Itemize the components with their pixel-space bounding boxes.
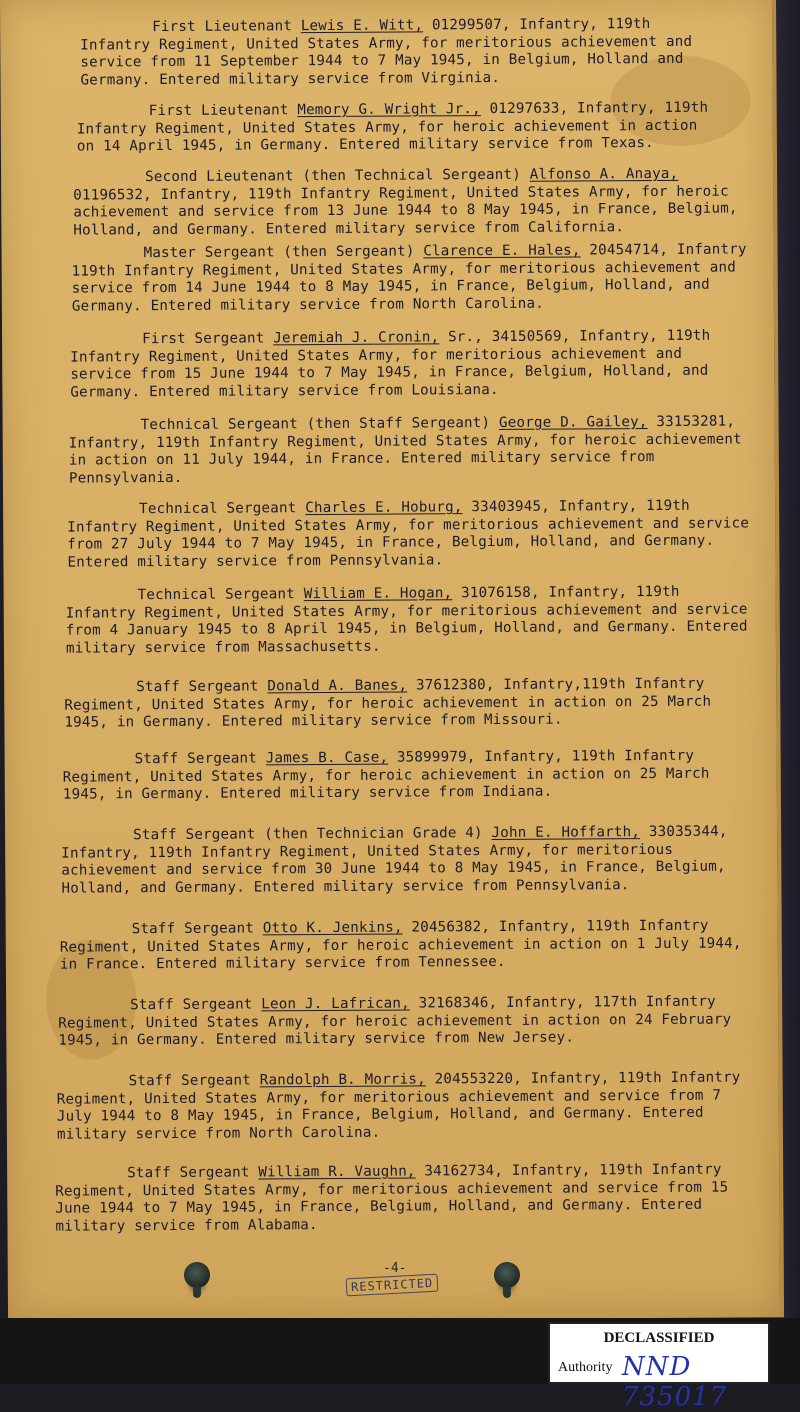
citation-name: Memory G. Wright Jr.,: [297, 101, 481, 119]
citation-name: Randolph B. Morris,: [259, 1071, 426, 1089]
citation-text: 33403945, Infantry, 119th Infantry Regiment, United States Army, for meritorious achievement and service from 27 July 1944 to 7 May 1945, in France, Belgium, Holland, and Germany. Entered military service from Pennsylvania.: [67, 497, 750, 571]
citation-rank: Technical Sergeant: [139, 500, 297, 518]
citation-rank: Staff Sergeant: [136, 678, 259, 696]
citation-paragraph: [77, 100, 717, 156]
citation-text: 01299507, Infantry, 119th Infantry Regiment, United States Army, for meritorious achievement and service from 11 September 1944 to 7 May 1945, in Belgium, Holland and Germany. Entered military service from Virginia.: [80, 16, 693, 89]
citation-rank: Technical Sergeant: [137, 586, 296, 604]
authority-value: NND 735017: [622, 1352, 728, 1412]
restricted-stamp: RESTRICTED: [346, 1274, 439, 1297]
citation-rank: First Sergeant: [142, 330, 265, 348]
citation-name: Lewis E. Witt,: [300, 17, 424, 35]
citation-text: 01297633, Infantry, 119th Infantry Regiment, United States Army, for heroic achievement in action on 14 April 1945, in Germany. Entered military service from Texas.: [76, 99, 709, 155]
citation-rank: Staff Sergeant: [128, 1072, 252, 1090]
citation-text: 01196532, Infantry, 119th Infantry Regiment, United States Army, for heroic achievement and service from 13 June 1944 to 8 May 1945, in France, Belgium, Holland, and Germany. Entered military service from California.: [73, 183, 738, 239]
citation-name: Leon J. Lafrican,: [261, 995, 410, 1013]
citation-name: Donald A. Banes,: [267, 677, 408, 695]
citation-paragraph: [63, 747, 753, 804]
citation-name: Otto K. Jenkins,: [262, 919, 403, 937]
citation-text: 32168346, Infantry, 117th Infantry Regiment, United States Army, for heroic achievement in action on 24 February 1945, in Germany. Entered military service from New Jersey.: [58, 993, 732, 1049]
citation-paragraph: [73, 165, 753, 239]
citation-rank: Staff Sergeant: [134, 750, 258, 768]
citation-paragraph: [60, 917, 760, 974]
citation-name: Clarence E. Hales,: [423, 242, 581, 260]
citation-name: George D. Gailey,: [498, 414, 648, 431]
citation-rank: Second Lieutenant (then Technical Sergeant): [145, 166, 522, 186]
citation-rank: First Lieutenant: [152, 18, 293, 36]
citation-rank: Master Sergeant (then Sergeant): [143, 243, 415, 262]
citation-paragraph: [61, 823, 761, 897]
declassified-stamp: [548, 1322, 770, 1412]
citation-name: William E. Hogan,: [303, 585, 453, 603]
citation-paragraph: [80, 16, 720, 90]
citation-name: Alfonso A. Anaya,: [529, 165, 679, 183]
authority-label: Authority: [558, 1360, 613, 1375]
citation-paragraph: [58, 993, 758, 1050]
citation-paragraph: [64, 675, 754, 732]
citation-text: 35899979, Infantry, 119th Infantry Regiment, United States Army, for heroic achievement in action on 25 March 1945, in Germany. Entered military service from Indiana.: [62, 747, 710, 803]
citation-rank: Staff Sergeant: [127, 1164, 250, 1182]
punch-hole: [494, 1262, 520, 1288]
citation-paragraph: [57, 1069, 757, 1143]
citation-name: James B. Case,: [265, 749, 389, 767]
citation-paragraph: [70, 327, 750, 401]
citation-rank: Staff Sergeant (then Technician Grade 4): [133, 825, 483, 844]
punch-hole: [184, 1262, 210, 1288]
citation-text: 33035344, Infantry, 119th Infantry Regiment, United States Army, for meritorious achievement and service from 30 June 1944 to 8 May 1945, in France, Belgium, Holland, and Germany. Entered military service from Pennsylvania.: [61, 823, 728, 897]
citation-name: John E. Hoffarth,: [491, 824, 641, 842]
citation-paragraph: [55, 1161, 759, 1235]
citation-rank: First Lieutenant: [148, 102, 289, 120]
page-number: -4-: [383, 1261, 407, 1276]
citation-text: 31076158, Infantry, 119th Infantry Regiment, United States Army, for meritorious achievement and service from 4 January 1945 to 8 April 1945, in Belgium, Holland, and Germany. Entered military service from Massachusetts.: [65, 583, 748, 657]
citation-name: William R. Vaughn,: [258, 1163, 416, 1181]
citation-text: 34162734, Infantry, 119th Infantry Regiment, United States Army, for meritorious achievement and service from 15 June 1944 to 7 May 1945, in France, Belgium, Holland, and Germany. Entered military service from Alabama.: [55, 1161, 729, 1235]
citation-text: Sr., 34150569, Infantry, 119th Infantry Regiment, United States Army, for meritorious achievement and service from 15 June 1944 to 7 May 1945, in France, Belgium, Holland, and Germany. Entered military service from Louisiana.: [70, 327, 711, 401]
citation-text: 37612380, Infantry,119th Infantry Regiment, United States Army, for heroic achievement in action on 25 March 1945, in Germany. Entered military service from Missouri.: [64, 675, 712, 731]
citation-paragraph: [67, 497, 757, 571]
citation-rank: Staff Sergeant: [130, 996, 253, 1014]
citation-name: Jeremiah J. Cronin,: [273, 329, 440, 347]
citation-paragraph: [72, 241, 752, 315]
citation-name: Charles E. Hoburg,: [305, 499, 463, 517]
citation-text: 204553220, Infantry, 119th Infantry Regiment, United States Army, for meritorious achievement and service from 7 July 1944 to 8 May 1945, in France, Belgium, Holland, and Germany. Entered military service from North Carolina.: [56, 1069, 741, 1143]
citation-paragraph: [66, 583, 756, 657]
citation-rank: Technical Sergeant (then Staff Sergeant): [140, 415, 491, 434]
citation-text: 20456382, Infantry, 119th Infantry Regiment, United States Army, for heroic achievement in action on 1 July 1944, in France. Entered military service from Tennessee.: [59, 917, 742, 973]
citation-text: 33153281, Infantry, 119th Infantry Regiment, United States Army, for heroic achievement in action on 11 July 1944, in France. Entered military service from Pennsylvania.: [68, 413, 742, 487]
citation-text: 20454714, Infantry 119th Infantry Regiment, United States Army, for meritorious achievement and service from 14 June 1944 to 8 May 1945, in France, Belgium, Holland, and Germany. Entered military service from North Carolina.: [71, 241, 747, 315]
declassified-title: DECLASSIFIED: [603, 1330, 715, 1346]
citation-rank: Staff Sergeant: [131, 920, 255, 938]
citation-paragraph: [69, 413, 759, 487]
